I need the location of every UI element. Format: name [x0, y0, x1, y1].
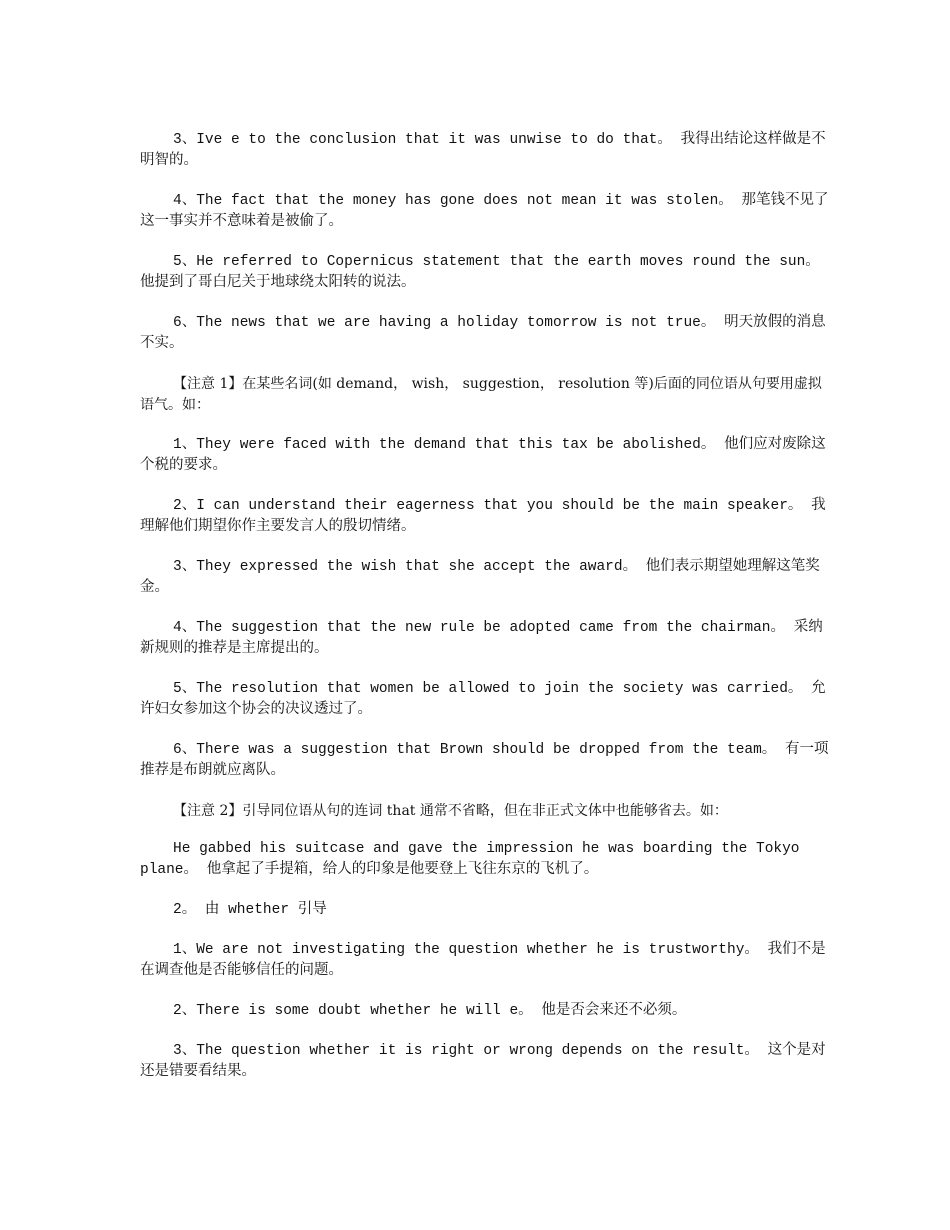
example-sentence: 6、There was a suggestion that Brown should be dropped from the team。 有一项推荐是布朗就应离队。: [140, 742, 829, 779]
note-1: 【注意 1】在某些名词(如 demand， wish， suggestion， resolution 等)后面的同位语从句要用虚拟语气。如：: [140, 376, 822, 413]
example-sentence: 1、They were faced with the demand that this tax be abolished。 他们应对废除这个税的要求。: [140, 437, 826, 474]
example-sentence: He gabbed his suitcase and gave the impression he was boarding the Tokyo plane。 他拿起了手提箱，给人的印象是他要登上飞往东京的飞机了。: [140, 841, 800, 878]
document-body: [140, 130, 830, 1102]
example-sentence: 2、I can understand their eagerness that you should be the main speaker。 我理解他们期望你作主要发言人的殷切情绪。: [140, 498, 826, 535]
example-sentence: 5、The resolution that women be allowed to join the society was carried。 允许妇女参加这个协会的决议透过了。: [140, 681, 826, 718]
example-sentence: 2、There is some doubt whether he will e。 他是否会来还不必须。: [173, 1003, 687, 1019]
example-sentence: 1、We are not investigating the question whether he is trustworthy。 我们不是在调查他是否能够信任的问题。: [140, 942, 826, 979]
example-sentence: 3、The question whether it is right or wrong depends on the result。 这个是对还是错要看结果。: [140, 1043, 826, 1080]
example-sentence: 3、Ive e to the conclusion that it was unwise to do that。 我得出结论这样做是不明智的。: [140, 132, 826, 169]
note-2: 【注意 2】引导同位语从句的连词 that 通常不省略，但在非正式文体中也能够省去。如：: [173, 803, 728, 819]
example-sentence: 3、They expressed the wish that she accept the award。 他们表示期望她理解这笔奖金。: [140, 559, 820, 596]
example-sentence: 5、He referred to Copernicus statement that the earth moves round the sun。 他提到了哥白尼关于地球绕太阳转的说法。: [140, 254, 820, 291]
example-sentence: 4、The suggestion that the new rule be adopted came from the chairman。 采纳新规则的推荐是主席提出的。: [140, 620, 823, 657]
example-sentence: 4、The fact that the money has gone does not mean it was stolen。 那笔钱不见了这一事实并不意味着是被偷了。: [140, 193, 829, 230]
section-heading: 2。 由 whether 引导: [173, 902, 327, 918]
example-sentence: 6、The news that we are having a holiday tomorrow is not true。 明天放假的消息不实。: [140, 315, 826, 352]
